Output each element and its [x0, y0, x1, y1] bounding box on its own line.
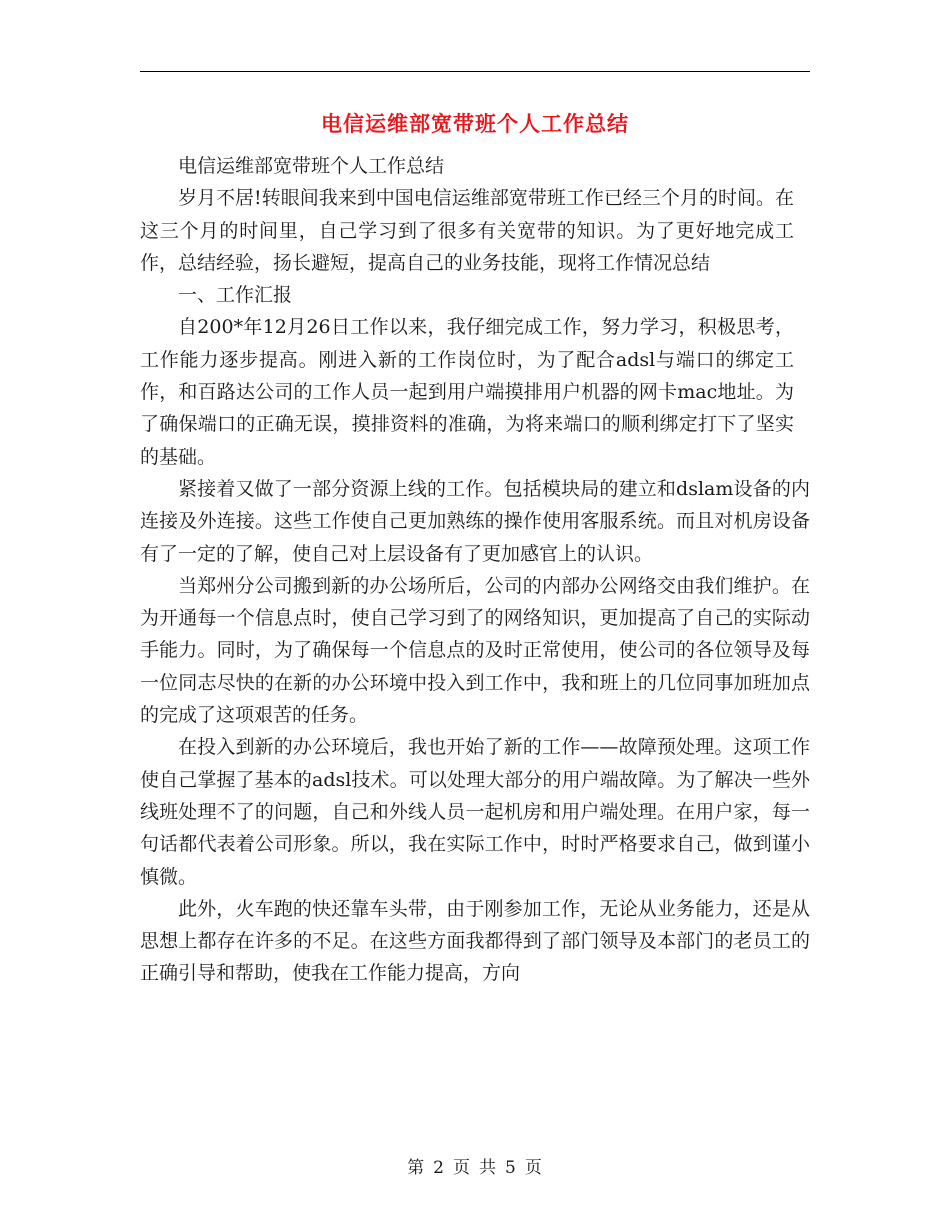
- section-heading-work-report: 一、工作汇报: [178, 284, 293, 307]
- document-title: 电信运维部宽带班个人工作总结: [321, 111, 629, 136]
- paragraph-work-start: 自200*年12月26日工作以来，我仔细完成工作，努力学习，积极思考，工作能力逐步提高。刚进入新的工作岗位时，为了配合adsl与端口的绑定工作，和百路达公司的工作人员一起到用户端摸排用户机器的网卡mac地址。为了确保端口的正确无误，摸排资料的准确，为将来端口的顺利绑定打下了坚实的基础。: [140, 316, 794, 468]
- header-rule: [140, 71, 810, 72]
- footer-label-ye-end: 页: [524, 1158, 543, 1178]
- paragraph-guidance: 此外，火车跑的快还靠车头带，由于刚参加工作，无论从业务能力，还是从思想上都存在许多的不足。在这些方面我都得到了部门领导及本部门的老员工的正确引导和帮助，使我在工作能力提高，方向: [140, 897, 810, 985]
- paragraph-office-network: 当郑州分公司搬到新的办公场所后，公司的内部办公网络交由我们维护。在为开通每一个信息点时，使自己学习到了的网络知识，更加提高了自己的实际动手能力。同时，为了确保每一个信息点的及时正常使用，使公司的各位领导及每一位同志尽快的在新的办公环境中投入到工作中，我和班上的几位同事加班加点的完成了这项艰苦的任务。: [140, 574, 810, 727]
- footer-page-current: 2: [433, 1158, 445, 1178]
- paragraph-intro: 岁月不居!转眼间我来到中国电信运维部宽带班工作已经三个月的时间。在这三个月的时间里，自己学习到了很多有关宽带的知识。为了更好地完成工作，总结经验，扬长避短，提高自己的业务技能，现将工作情况总结: [140, 187, 794, 274]
- paragraph-fault-handling: 在投入到新的办公环境后，我也开始了新的工作——故障预处理。这项工作使自己掌握了基本的adsl技术。可以处理大部分的用户端故障。为了解决一些外线班处理不了的问题，自己和外线人员一起机房和用户端处理。在用户家，每一句话都代表着公司形象。所以，我在实际工作中，时时严格要求自己，做到谨小慎微。: [140, 736, 810, 888]
- footer-page-total: 5: [505, 1158, 517, 1178]
- footer-label-di: 第: [407, 1158, 426, 1178]
- paragraph-resource-online: 紧接着又做了一部分资源上线的工作。包括模块局的建立和dslam设备的内连接及外连接。这些工作使自己更加熟练的操作使用客服系统。而且对机房设备有了一定的了解，使自己对上层设备有了更加感官上的认识。: [140, 477, 810, 565]
- footer-label-gong: 共: [479, 1158, 497, 1178]
- page-footer: [0, 1153, 950, 1178]
- footer-label-ye: 页: [453, 1158, 471, 1178]
- paragraph-subtitle: 电信运维部宽带班个人工作总结: [178, 155, 445, 177]
- document-body: [140, 150, 810, 990]
